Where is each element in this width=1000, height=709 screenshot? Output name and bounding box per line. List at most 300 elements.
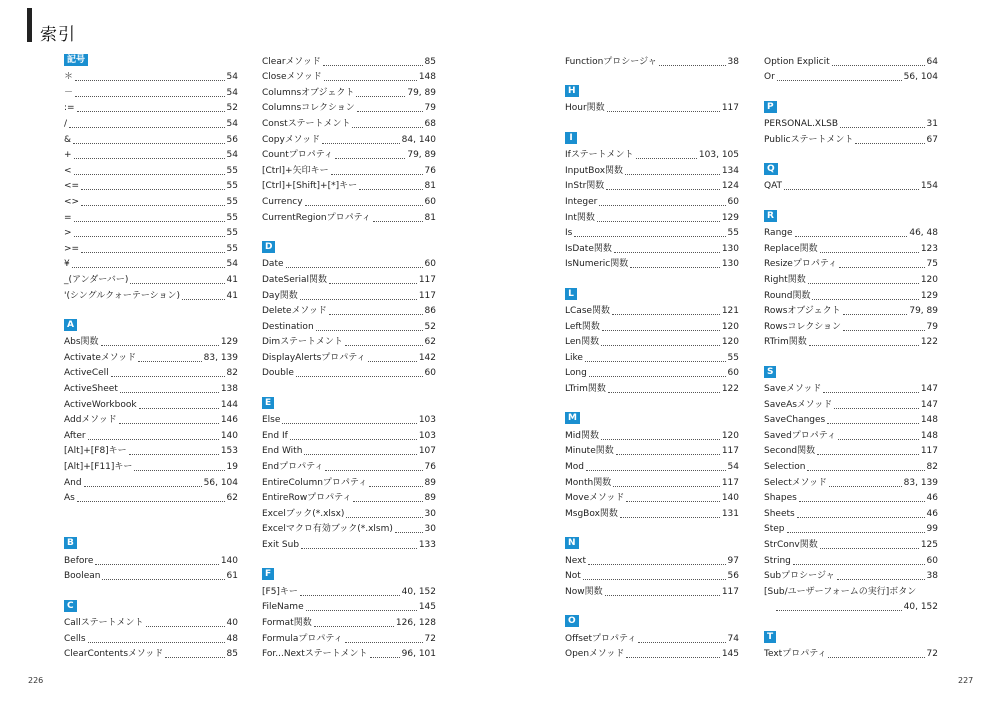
page-ref: 54 <box>727 462 739 473</box>
dot-leader <box>138 361 201 362</box>
index-entry <box>64 239 238 255</box>
page-ref: 120 <box>721 337 739 348</box>
index-term: Constステートメント <box>262 118 351 129</box>
section-heading <box>764 208 938 224</box>
index-entry <box>764 379 938 395</box>
dot-leader <box>586 470 726 471</box>
index-term: FileName <box>262 602 304 613</box>
index-term: IsDate関数 <box>565 243 612 254</box>
index-entry <box>64 489 238 505</box>
index-entry <box>565 567 739 583</box>
index-entry <box>262 270 436 286</box>
page-ref: 129 <box>220 337 238 348</box>
page-ref: 48 <box>226 633 238 644</box>
index-entry <box>764 286 938 302</box>
index-entry <box>565 551 739 567</box>
index-term: Hour関数 <box>565 103 605 114</box>
index-entry <box>262 489 436 505</box>
index-entry <box>764 598 938 614</box>
index-entry <box>565 52 739 68</box>
index-term: Cells <box>64 633 86 644</box>
index-term: ActiveWorkbook <box>64 399 137 410</box>
dot-leader <box>335 158 405 159</box>
page-ref: 61 <box>226 571 238 582</box>
index-term: Sheets <box>764 508 795 519</box>
dot-leader <box>111 376 225 377</box>
page-ref: 54 <box>226 72 238 83</box>
index-entry <box>565 239 739 255</box>
dot-leader <box>823 392 918 393</box>
dot-leader <box>583 579 726 580</box>
dot-leader <box>77 501 225 502</box>
dot-leader <box>797 517 925 518</box>
index-entry <box>565 582 739 598</box>
index-entry <box>64 379 238 395</box>
dot-leader <box>630 267 720 268</box>
index-entry <box>565 645 739 661</box>
page-ref: 84, 140 <box>401 134 436 145</box>
page-ref: 97 <box>727 555 739 566</box>
index-column-2 <box>262 52 436 660</box>
index-term: Callステートメント <box>64 617 144 628</box>
page-ref: 19 <box>226 462 238 473</box>
section-heading <box>565 286 739 302</box>
section-heading-label: R <box>764 210 777 222</box>
section-heading <box>565 613 739 629</box>
index-entry <box>764 177 938 193</box>
page-ref: 142 <box>418 352 436 363</box>
index-entry <box>262 473 436 489</box>
dot-leader <box>616 454 720 455</box>
index-entry <box>64 146 238 162</box>
page-ref: 46 <box>926 508 938 519</box>
index-term: Deleteメソッド <box>262 306 327 317</box>
page-ref: 56, 104 <box>903 72 938 83</box>
index-entry <box>262 348 436 364</box>
section-heading-label: C <box>64 600 77 612</box>
index-term: Right関数 <box>764 274 806 285</box>
page-ref: 38 <box>727 56 739 67</box>
page-ref: 89 <box>424 477 436 488</box>
section-heading-label: S <box>764 366 776 378</box>
page-ref: 81 <box>424 212 436 223</box>
index-entry <box>565 99 739 115</box>
page-ref: 130 <box>721 243 739 254</box>
index-entry <box>262 68 436 84</box>
index-entry <box>764 442 938 458</box>
index-entry <box>764 68 938 84</box>
index-term: Endプロパティ <box>262 462 324 473</box>
page-ref: 60 <box>926 555 938 566</box>
dot-leader <box>101 345 219 346</box>
dot-leader <box>290 439 417 440</box>
index-entry <box>764 645 938 661</box>
index-entry <box>64 411 238 427</box>
index-entry <box>262 411 436 427</box>
index-entry <box>764 582 938 598</box>
index-term: Currency <box>262 196 303 207</box>
dot-leader <box>73 143 225 144</box>
section-heading-label: Q <box>764 163 778 175</box>
page-ref: 79, 89 <box>407 87 436 98</box>
index-entry <box>262 317 436 333</box>
dot-leader <box>306 610 417 611</box>
page-ref: 75 <box>926 259 938 270</box>
index-entry <box>64 457 238 473</box>
page-ref: 46 <box>926 493 938 504</box>
index-term: EntireRowプロパティ <box>262 493 352 504</box>
dot-leader <box>373 221 423 222</box>
index-entry <box>764 114 938 130</box>
section-heading <box>262 567 436 583</box>
index-entry <box>262 333 436 349</box>
page-ref: 153 <box>220 446 238 457</box>
index-term: And <box>64 477 82 488</box>
index-term: Dimステートメント <box>262 337 343 348</box>
page-ref: 148 <box>920 415 938 426</box>
index-term: ActiveCell <box>64 368 109 379</box>
index-term: Mod <box>565 462 584 473</box>
index-entry <box>64 613 238 629</box>
page-ref: 129 <box>920 290 938 301</box>
page-ref: 41 <box>226 274 238 285</box>
dot-leader <box>776 610 902 611</box>
section-heading-label: D <box>262 241 275 253</box>
dot-leader <box>809 345 919 346</box>
section-heading-label: A <box>64 319 77 331</box>
dot-leader <box>795 236 908 237</box>
index-term: ＊ <box>64 72 74 83</box>
spacer <box>64 520 238 536</box>
dot-leader <box>182 299 225 300</box>
index-entry <box>764 426 938 442</box>
page-ref: 76 <box>424 462 436 473</box>
dot-leader <box>325 470 422 471</box>
index-entry <box>64 68 238 84</box>
dot-leader <box>329 314 423 315</box>
index-term: Moveメソッド <box>565 493 625 504</box>
dot-leader <box>585 361 726 362</box>
index-term: < <box>64 165 72 176</box>
dot-leader <box>296 376 423 377</box>
page-ref: 99 <box>926 524 938 535</box>
index-term: & <box>64 134 72 145</box>
index-entry <box>262 208 436 224</box>
index-term: Round関数 <box>764 290 811 301</box>
dot-leader <box>599 205 725 206</box>
page-ref: 147 <box>920 399 938 410</box>
dot-leader <box>81 189 224 190</box>
dot-leader <box>300 595 400 596</box>
dot-leader <box>301 548 417 549</box>
title-bar-decoration <box>27 8 32 42</box>
dot-leader <box>74 158 225 159</box>
index-entry <box>565 473 739 489</box>
dot-leader <box>322 143 400 144</box>
index-term: ¥ <box>64 259 70 270</box>
index-term: Now関数 <box>565 586 603 597</box>
section-heading-label: P <box>764 101 777 113</box>
page-ref: 117 <box>920 446 938 457</box>
index-entry <box>565 192 739 208</box>
dot-leader <box>316 330 423 331</box>
page-ref: 146 <box>220 415 238 426</box>
section-heading <box>64 52 238 68</box>
index-term: ClearContentsメソッド <box>64 649 164 660</box>
index-term: / <box>64 118 68 129</box>
page-ref: 55 <box>226 196 238 207</box>
page-ref: 117 <box>418 290 436 301</box>
section-heading <box>565 130 739 146</box>
page-ref: 103 <box>418 415 436 426</box>
dot-leader <box>605 595 720 596</box>
index-term: '(シングルクォーテーション) <box>64 290 181 301</box>
spacer <box>565 68 739 84</box>
index-entry <box>764 520 938 536</box>
index-entry <box>262 598 436 614</box>
index-term: For...Nextステートメント <box>262 649 368 660</box>
page-ref: 31 <box>926 118 938 129</box>
index-term: Clearメソッド <box>262 56 321 67</box>
index-entry <box>764 395 938 411</box>
index-entry <box>565 333 739 349</box>
page-ref: 54 <box>226 150 238 161</box>
index-entry <box>764 504 938 520</box>
dot-leader <box>165 657 224 658</box>
index-entry <box>764 130 938 146</box>
index-entry <box>64 364 238 380</box>
index-term: MsgBox関数 <box>565 508 618 519</box>
index-entry <box>565 302 739 318</box>
index-term: Columnsコレクション <box>262 103 355 114</box>
page-ref: 124 <box>721 181 739 192</box>
section-heading <box>64 598 238 614</box>
dot-leader <box>95 564 218 565</box>
page-ref: 120 <box>721 430 739 441</box>
index-term: Countプロパティ <box>262 150 334 161</box>
index-term: Format関数 <box>262 617 312 628</box>
page-ref: 148 <box>418 72 436 83</box>
dot-leader <box>84 486 202 487</box>
page-ref: 64 <box>926 56 938 67</box>
index-term: Month関数 <box>565 477 612 488</box>
spacer <box>565 520 739 536</box>
index-term: RTrim関数 <box>764 337 807 348</box>
index-term: Offsetプロパティ <box>565 633 637 644</box>
index-entry <box>64 442 238 458</box>
index-term: DisplayAlertsプロパティ <box>262 352 366 363</box>
dot-leader <box>574 236 725 237</box>
spacer <box>565 395 739 411</box>
index-term: Second関数 <box>764 446 816 457</box>
index-entry <box>565 364 739 380</box>
section-heading-label: L <box>565 288 577 300</box>
dot-leader <box>304 454 416 455</box>
spacer <box>764 348 938 364</box>
index-entry <box>64 99 238 115</box>
page-ref: 145 <box>418 602 436 613</box>
index-entry <box>764 317 938 333</box>
dot-leader <box>88 439 219 440</box>
page-ref: 140 <box>220 555 238 566</box>
spacer <box>64 504 238 520</box>
page-ref: 41 <box>226 290 238 301</box>
dot-leader <box>601 439 720 440</box>
index-entry <box>262 504 436 520</box>
index-entry <box>262 535 436 551</box>
index-entry <box>64 177 238 193</box>
index-entry <box>64 645 238 661</box>
dot-leader <box>69 127 225 128</box>
page-ref: 79, 89 <box>909 306 938 317</box>
page-ref: 140 <box>220 430 238 441</box>
dot-leader <box>638 642 725 643</box>
page-title: 索引 <box>40 25 76 45</box>
page-ref: 120 <box>920 274 938 285</box>
spacer <box>262 224 436 240</box>
section-heading <box>565 535 739 551</box>
spacer <box>262 551 436 567</box>
page-ref: 52 <box>226 103 238 114</box>
index-term: [F5]キー <box>262 586 298 597</box>
page-ref: 121 <box>721 306 739 317</box>
page-ref: 138 <box>220 384 238 395</box>
dot-leader <box>626 501 719 502</box>
index-term: Mid関数 <box>565 430 599 441</box>
index-entry <box>764 302 938 318</box>
index-entry <box>64 473 238 489</box>
page-ref: 62 <box>424 337 436 348</box>
index-term: Double <box>262 368 294 379</box>
page-ref: 125 <box>920 540 938 550</box>
index-term: CurrentRegionプロパティ <box>262 212 371 223</box>
page-ref: 82 <box>926 462 938 473</box>
index-term: := <box>64 103 75 114</box>
page-ref: 82 <box>226 368 238 379</box>
page-ref: 60 <box>424 196 436 207</box>
index-entry <box>764 489 938 505</box>
index-entry <box>764 473 938 489</box>
index-term: String <box>764 555 791 566</box>
page-ref: 122 <box>721 384 739 395</box>
index-entry <box>565 146 739 162</box>
page-ref: 79 <box>424 103 436 114</box>
page-ref: 103 <box>418 430 436 441</box>
index-term: Activateメソッド <box>64 352 137 363</box>
index-entry <box>262 364 436 380</box>
index-entry <box>764 255 938 271</box>
index-entry <box>64 333 238 349</box>
index-term: Addメソッド <box>64 415 117 426</box>
index-term: Else <box>262 415 281 426</box>
page-ref: 122 <box>920 337 938 348</box>
index-term: Range <box>764 228 793 239</box>
page-ref: 72 <box>926 649 938 660</box>
index-entry <box>64 270 238 286</box>
page-ref: 148 <box>920 430 938 441</box>
dot-leader <box>612 314 720 315</box>
index-term: Textプロパティ <box>764 649 827 660</box>
spacer <box>262 379 436 395</box>
page-ref: 147 <box>920 384 938 395</box>
index-entry <box>764 270 938 286</box>
dot-leader <box>134 470 224 471</box>
spacer <box>565 270 739 286</box>
index-term: DateSerial関数 <box>262 274 327 285</box>
spacer <box>64 302 238 318</box>
index-term: Or <box>764 72 775 83</box>
dot-leader <box>74 221 225 222</box>
index-term: EntireColumnプロパティ <box>262 477 368 488</box>
section-heading <box>764 364 938 380</box>
section-heading-label: M <box>565 412 580 424</box>
index-term: Len関数 <box>565 337 600 348</box>
page-ref: 96, 101 <box>401 649 436 660</box>
page-ref: 55 <box>226 243 238 254</box>
dot-leader <box>346 517 422 518</box>
index-term: Functionプロシージャ <box>565 56 657 67</box>
index-term: Columnsオブジェクト <box>262 87 355 98</box>
section-heading <box>262 239 436 255</box>
index-column-1 <box>64 52 238 660</box>
index-term: Date <box>262 259 284 270</box>
index-term: Before <box>64 555 94 566</box>
index-entry <box>64 192 238 208</box>
page-ref: 55 <box>727 352 739 363</box>
page-ref: 54 <box>226 118 238 129</box>
index-term: Replace関数 <box>764 243 818 254</box>
index-entry <box>262 99 436 115</box>
dot-leader <box>777 80 902 81</box>
dot-leader <box>359 189 422 190</box>
spacer <box>64 582 238 598</box>
index-term: StrConv関数 <box>764 540 818 550</box>
page-ref: 117 <box>721 586 739 597</box>
page-ref: 46, 48 <box>909 228 938 239</box>
dot-leader <box>119 423 219 424</box>
page-ref: 123 <box>920 243 938 254</box>
index-term: > <box>64 228 72 239</box>
page-ref: 72 <box>424 633 436 644</box>
page-ref: 120 <box>721 321 739 332</box>
index-entry <box>262 302 436 318</box>
index-term: － <box>64 87 74 98</box>
dot-leader <box>608 392 720 393</box>
index-entry <box>64 114 238 130</box>
section-heading <box>64 535 238 551</box>
dot-leader <box>834 408 919 409</box>
index-entry <box>64 348 238 364</box>
page-ref: 130 <box>721 259 739 270</box>
page-ref: 83, 139 <box>203 352 238 363</box>
dot-leader <box>282 423 416 424</box>
dot-leader <box>602 330 720 331</box>
dot-leader <box>329 283 417 284</box>
section-heading <box>565 411 739 427</box>
page-ref: 55 <box>226 228 238 239</box>
page-ref: 83, 139 <box>903 477 938 488</box>
dot-leader <box>324 80 417 81</box>
spacer <box>565 114 739 130</box>
page-ref: 55 <box>226 212 238 223</box>
dot-leader <box>659 65 726 66</box>
dot-leader <box>129 454 219 455</box>
page-number-right: 227 <box>958 676 974 685</box>
dot-leader <box>102 579 224 580</box>
index-term: >= <box>64 243 80 254</box>
dot-leader <box>323 65 423 66</box>
dot-leader <box>784 189 919 190</box>
